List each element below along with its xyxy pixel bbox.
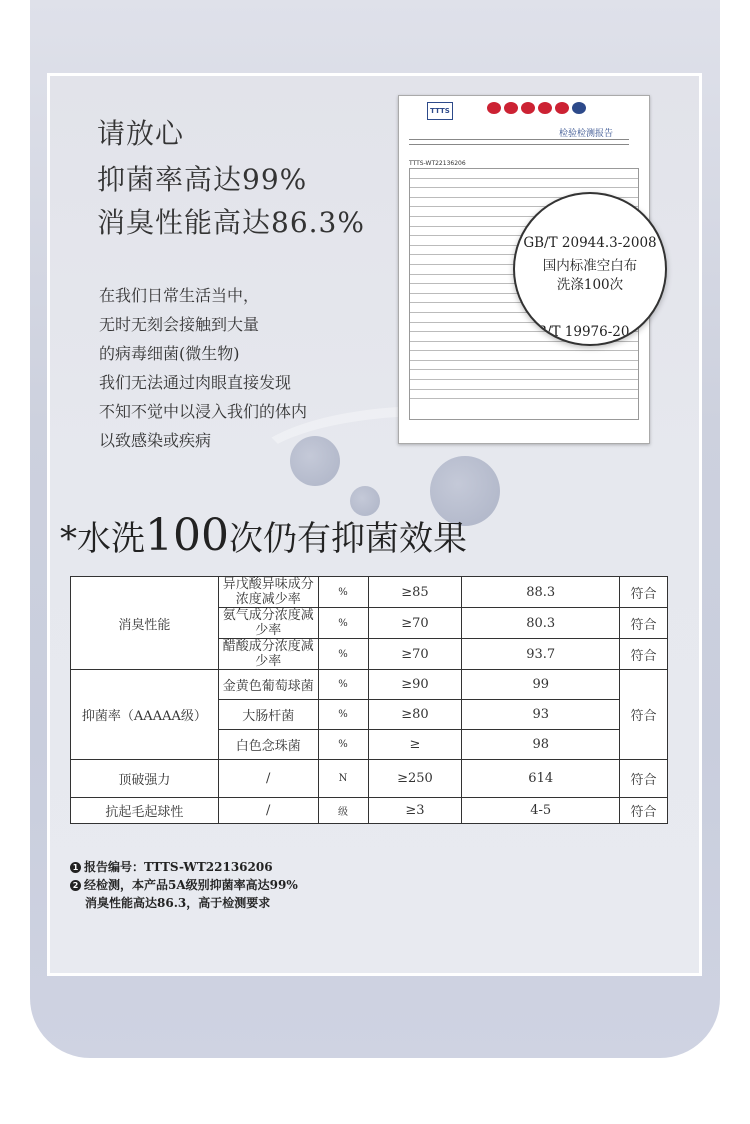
value-cell: 93 [462,700,620,730]
item-cell: / [218,798,318,824]
value-cell: 98 [462,730,620,760]
report-logo: TTTS [427,102,453,120]
note-test-result-cont: 消臭性能高达86.3，高于检测要求 [85,896,271,910]
group-cell: 抗起毛起球性 [71,798,219,824]
paragraph-line: 我们无法通过肉眼直接发现 [99,373,292,392]
standard-cell: ≥90 [368,670,462,700]
seal-icon [538,102,552,114]
note-text: 经检测，本产品5A级别抑菌率高达99% [84,878,298,892]
section-title-prefix: *水洗 [60,519,145,559]
intro-paragraph [99,281,307,455]
section-title-number: 100 [145,510,229,561]
item-cell: 异戊酸异味成分浓度减少率 [218,577,318,608]
certification-seals [487,102,586,114]
magnifier-callout [513,192,667,346]
seal-icon [521,102,535,114]
magnifier-standard: GB/T 20944.3-2008 [523,235,657,251]
item-cell: 醋酸成分浓度减少率 [218,639,318,670]
value-cell: 80.3 [462,608,620,639]
item-cell: 大肠杆菌 [218,700,318,730]
report-code: TTTS-WT22136206 [409,160,466,167]
paragraph-line: 无时无刻会接触到大量 [99,315,260,334]
table-row [71,798,668,824]
result-cell: 符合 [620,798,668,824]
headline-reassure: 请放心 [97,117,185,150]
test-results-table [70,576,668,824]
result-cell: 符合 [620,639,668,670]
item-cell: 金黄色葡萄球菌 [218,670,318,700]
value-cell: 99 [462,670,620,700]
number-badge: 2 [70,880,81,891]
value-cell: 614 [462,760,620,798]
report-title: 检验检测报告 [559,129,614,139]
unit-cell: % [318,577,368,608]
result-cell: 符合 [620,670,668,760]
standard-cell: ≥70 [368,639,462,670]
item-cell: 氨气成分浓度减少率 [218,608,318,639]
unit-cell: % [318,730,368,760]
value-cell: 4-5 [462,798,620,824]
result-cell: 符合 [620,760,668,798]
standard-cell: ≥80 [368,700,462,730]
item-cell: / [218,760,318,798]
group-cell: 消臭性能 [71,577,219,670]
seal-icon [572,102,586,114]
magnifier-wash-count: 洗涤100次 [556,277,624,293]
standard-cell: ≥ [368,730,462,760]
unit-cell: % [318,670,368,700]
headline-antibacterial: 抑菌率高达99% [97,163,308,196]
magnifier-blank-fabric: 国内标准空白布 [542,258,638,274]
paragraph-line: 的病毒细菌(微生物) [99,344,240,363]
seal-icon [487,102,501,114]
standard-cell: ≥70 [368,608,462,639]
unit-cell: 级 [318,798,368,824]
note-report-number [70,858,298,876]
magnifier-standard-2: B/T 19976-20 [537,324,630,340]
unit-cell: % [318,639,368,670]
table-row [71,760,668,798]
result-cell: 符合 [620,577,668,608]
paragraph-line: 在我们日常生活当中， [99,286,260,305]
section-title [60,510,467,561]
unit-cell: N [318,760,368,798]
value-cell: 88.3 [462,577,620,608]
section-title-suffix: 次仍有抑菌效果 [228,519,467,559]
note-text: 报告编号：TTTS-WT22136206 [84,860,273,874]
standard-cell: ≥3 [368,798,462,824]
footnotes [70,858,298,912]
standard-cell: ≥250 [368,760,462,798]
standard-cell: ≥85 [368,577,462,608]
unit-cell: % [318,608,368,639]
group-cell: 抑菌率（AAAAA级） [71,670,219,760]
divider [409,139,629,140]
headline-deodorize: 消臭性能高达86.3% [97,206,365,239]
number-badge: 1 [70,862,81,873]
group-cell: 顶破强力 [71,760,219,798]
unit-cell: % [318,700,368,730]
seal-icon [555,102,569,114]
table-row [71,670,668,700]
divider [409,144,629,145]
seal-icon [504,102,518,114]
item-cell: 白色念珠菌 [218,730,318,760]
table-row [71,577,668,608]
value-cell: 93.7 [462,639,620,670]
note-test-result [70,876,298,894]
paragraph-line: 以致感染或疾病 [99,431,212,450]
result-cell: 符合 [620,608,668,639]
paragraph-line: 不知不觉中以浸入我们的体内 [99,402,308,421]
